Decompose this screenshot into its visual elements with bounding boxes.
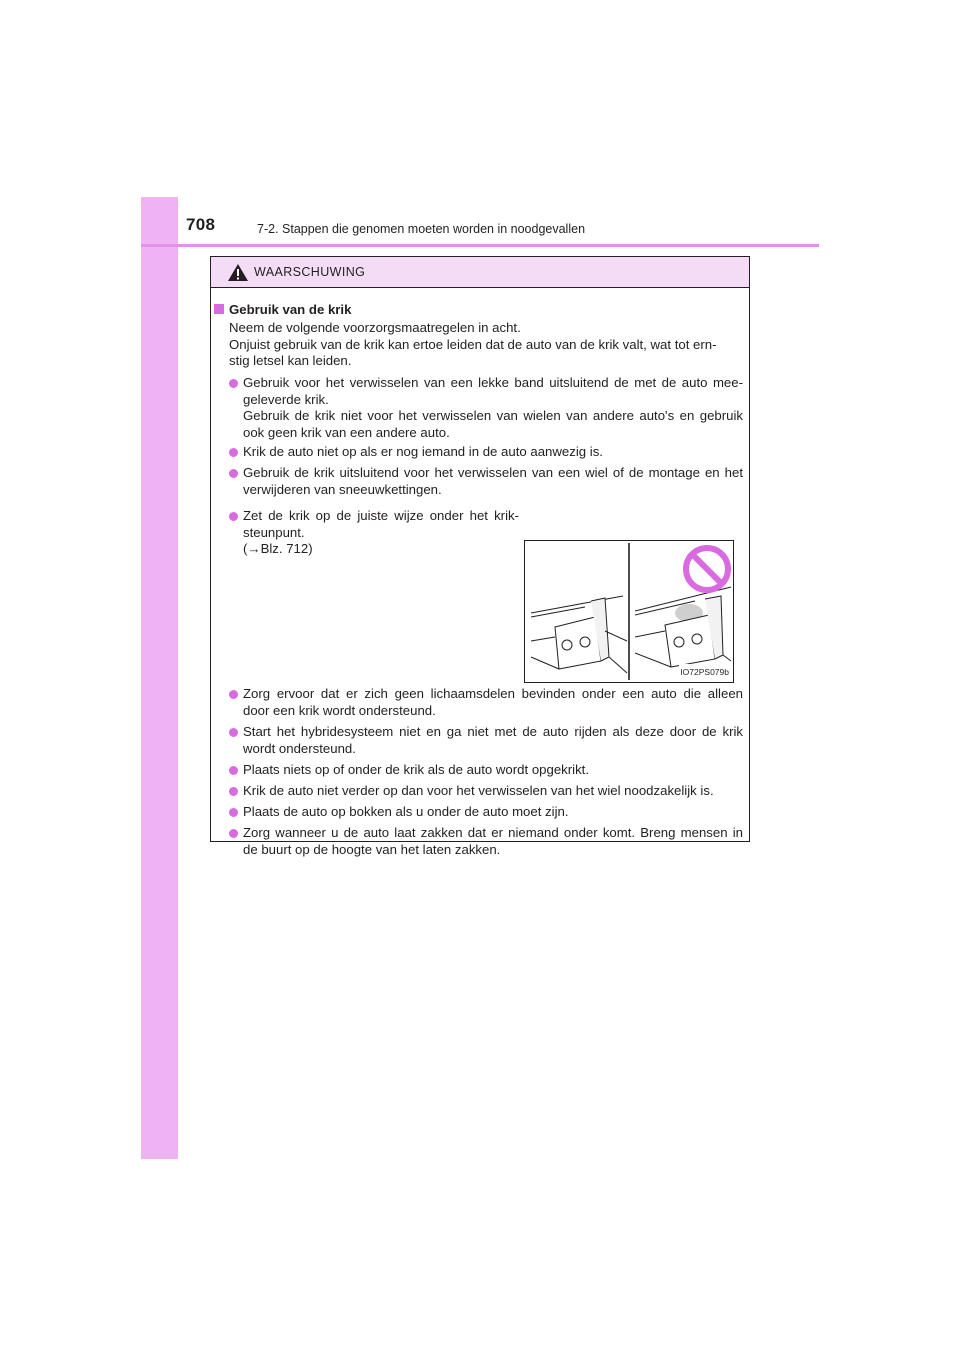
- warning-title: WAARSCHUWING: [254, 265, 366, 279]
- bullet-dot-icon: [229, 728, 238, 737]
- intro-line: Onjuist gebruik van de krik kan ertoe leiden dat de auto van de krik valt, wat tot ern-: [229, 336, 717, 352]
- section-title: 7-2. Stappen die genomen moeten worden in noodgevallen: [257, 222, 586, 236]
- header-rule: [141, 244, 819, 247]
- bullet-line: Gebruik voor het verwisselen van een lekke band uitsluitend de met de auto mee-: [243, 375, 743, 390]
- bullet-line: de buurt op de hoogte van het laten zakken.: [243, 841, 501, 857]
- square-bullet-icon: [214, 304, 224, 314]
- incorrect-jack-position: [635, 587, 731, 667]
- bullet-line: Zorg ervoor dat er zich geen lichaamsdelen bevinden onder een auto die alleen: [243, 686, 743, 701]
- warning-box: [210, 256, 750, 857]
- bullet-dot-icon: [229, 808, 238, 817]
- bullet-line: verwijderen van sneeuwkettingen.: [243, 481, 442, 497]
- bullet-line: Zet de krik op de juiste wijze onder het krik-: [243, 508, 519, 523]
- bullet-line: Start het hybridesysteem niet en ga niet met de auto rijden als deze door de krik: [243, 724, 743, 739]
- bullet-line: Zorg wanneer u de auto laat zakken dat er niemand onder komt. Breng mensen in: [243, 825, 743, 840]
- warning-triangle-icon: [227, 263, 249, 282]
- bullet-line: wordt ondersteund.: [243, 740, 356, 756]
- jack-placement-figure: [524, 540, 734, 683]
- bullet-dot-icon: [229, 766, 238, 775]
- figure-code: IO72PS079b: [679, 664, 730, 681]
- bullet-dot-icon: [229, 379, 238, 388]
- bullet-line: Krik de auto niet verder op dan voor het verwisselen van het wiel noodzakelijk is.: [243, 783, 714, 798]
- bullet-line: (→Blz. 712): [243, 541, 313, 556]
- intro-paragraph: [229, 320, 743, 370]
- heading-text: Gebruik van de krik: [229, 302, 352, 317]
- page-number: 708: [186, 215, 216, 234]
- warning-header: [211, 257, 749, 288]
- bullet-dot-icon: [229, 469, 238, 478]
- intro-line: stig letsel kan leiden.: [229, 353, 352, 368]
- bullet-line: geleverde krik.: [243, 391, 329, 407]
- prohibition-icon: [686, 548, 728, 590]
- correct-jack-position: [531, 596, 627, 673]
- bullet-dot-icon: [229, 690, 238, 699]
- bullet-dot-icon: [229, 512, 238, 521]
- bullet-line: Plaats niets op of onder de krik als de auto wordt opgekrikt.: [243, 762, 589, 777]
- bullet-line: ook geen krik van een andere auto.: [243, 424, 450, 440]
- bullet-dot-icon: [229, 787, 238, 796]
- bullet-line: Gebruik de krik uitsluitend voor het verwisselen van een wiel of de montage en het: [243, 465, 743, 480]
- jack-illustration: [525, 541, 733, 682]
- intro-line: Neem de volgende voorzorgsmaatregelen in acht.: [229, 320, 521, 335]
- bullet-dot-icon: [229, 448, 238, 457]
- bullet-line: Plaats de auto op bokken als u onder de auto moet zijn.: [243, 804, 569, 819]
- warning-heading: [214, 302, 351, 319]
- bullet-line: Gebruik de krik niet voor het verwisselen van wielen van andere auto's en gebruik: [243, 408, 743, 423]
- bullet-line: Krik de auto niet op als er nog iemand in de auto aanwezig is.: [243, 444, 603, 459]
- bullet-line: door een krik wordt ondersteund.: [243, 702, 436, 718]
- bullet-line: steunpunt.: [243, 524, 305, 540]
- side-band: [141, 197, 178, 1159]
- bullet-dot-icon: [229, 829, 238, 838]
